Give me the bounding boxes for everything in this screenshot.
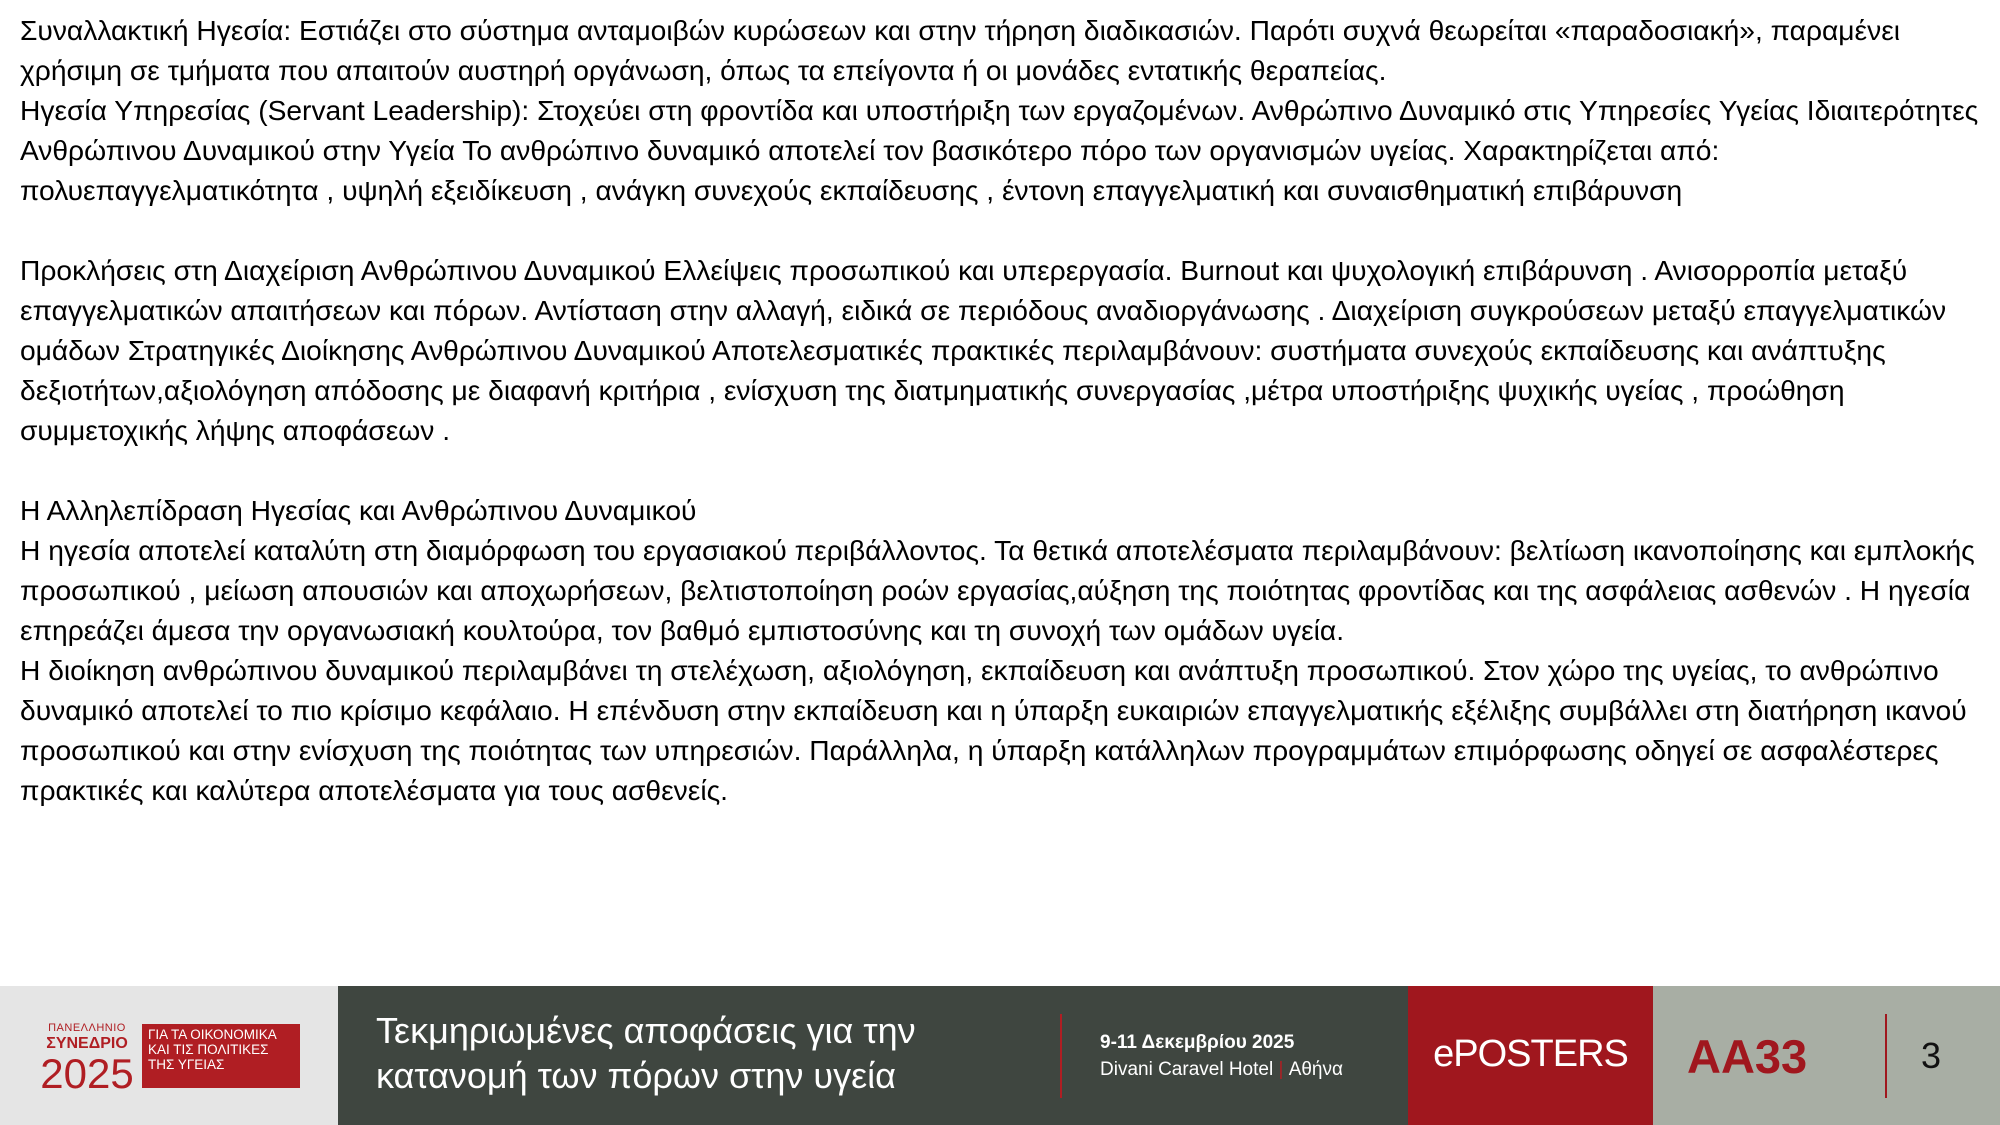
- title-divider: [1060, 1014, 1062, 1098]
- logo-box-line: ΤΗΣ ΥΓΕΙΑΣ: [148, 1057, 225, 1072]
- conference-title-panel: [338, 986, 1408, 1125]
- conference-logo: [0, 986, 338, 1125]
- eposters-panel: [1408, 986, 1653, 1125]
- venue-divider: |: [1278, 1059, 1284, 1080]
- event-place: [1100, 1058, 1343, 1082]
- eposters-label: ePOSTERS: [1433, 1033, 1628, 1075]
- logo-box-line: ΚΑΙ ΤΙΣ ΠΟΛΙΤΙΚΕΣ: [148, 1042, 269, 1057]
- paragraph-leadership-catalyst: Η ηγεσία αποτελεί καταλύτη στη διαμόρφωση του εργασιακού περιβάλλοντος. Τα θετικά αποτελέσματα περιλαμβάνουν: βελτίωση ικανοποίησης και εμπλοκής προσωπικού , μείωση απουσιών και αποχωρήσεων, βελτιστοποίηση ροών εργασίας,αύξηση της ποιότητας φροντίδας και της ασφάλειας ασθενών . Η ηγεσία επηρεάζει άμεσα την οργανωσιακή κουλτούρα, τον βαθμό εμπιστοσύνης και τη συνοχή των ομάδων υγεία.: [20, 534, 1975, 646]
- event-city: Αθήνα: [1288, 1059, 1343, 1080]
- code-divider: [1885, 1014, 1887, 1098]
- paragraph-servant-leadership: Ηγεσία Υπηρεσίας (Servant Leadership): Στοχεύει στη φροντίδα και υποστήριξη των εργαζομένων. Ανθρώπινο Δυναμικό στις Υπηρεσίες Υγείας Ιδιαιτερότητες Ανθρώπινου Δυναμικού στην Υγεία Το ανθρώπινο δυναμικό αποτελεί τον βασικότερο πόρο των οργανισμών υγείας. Χαρακτηρίζεται από: πολυεπαγγελματικότητα , υψηλή εξειδίκευση , ανάγκη συνεχούς εκπαίδευσης , έντονη επαγγελματική και συναισθηματική επιβάρυνση: [20, 94, 1979, 206]
- event-venue: Divani Caravel Hotel: [1100, 1059, 1274, 1080]
- paragraph-hr-challenges: Προκλήσεις στη Διαχείριση Ανθρώπινου Δυναμικού Ελλείψεις προσωπικού και υπερεργασία. Burnout και ψυχολογική επιβάρυνση . Ανισορροπία μεταξύ επαγγελματικών απαιτήσεων και πόρων. Αντίσταση στην αλλαγή, ειδικά σε περιόδους αναδιοργάνωσης . Διαχείριση συγκρούσεων μεταξύ επαγγελματικών ομάδων Στρατηγικές Διοίκησης Ανθρώπινου Δυναμικού Αποτελεσματικές πρακτικές περιλαμβάνουν: συστήματα συνεχούς εκπαίδευσης και ανάπτυξης δεξιοτήτων,αξιολόγηση απόδοσης με διαφανή κριτήρια , ενίσχυση της διατμηματικής συνεργασίας ,μέτρα υποστήριξης ψυχικής υγείας , προώθηση συμμετοχικής λήψης αποφάσεων .: [20, 254, 1947, 446]
- page-number: 3: [1921, 1035, 1942, 1076]
- poster-code-panel: [1653, 986, 2000, 1125]
- title-line: κατανομή των πόρων στην υγεία: [376, 1055, 896, 1096]
- title-line: Τεκμηριωμένες αποφάσεις για την: [376, 1010, 916, 1051]
- paragraph-hr-management: Η διοίκηση ανθρώπινου δυναμικού περιλαμβάνει τη στελέχωση, αξιολόγηση, εκπαίδευση και ανάπτυξη προσωπικού. Στον χώρο της υγείας, το ανθρώπινο δυναμικό αποτελεί το πιο κρίσιμο κεφάλαιο. Η επένδυση στην εκπαίδευση και η ύπαρξη ευκαιριών επαγγελματικής εξέλιξης συμβάλλει στη διατήρηση ικανού προσωπικού και στην ενίσχυση της ποιότητας των υπηρεσιών. Παράλληλα, η ύπαρξη κατάλληλων προγραμμάτων επιμόρφωσης οδηγεί σε ασφαλέστερες πρακτικές και καλύτερα αποτελέσματα για τους ασθενείς.: [20, 654, 1967, 806]
- poster-text-body: [20, 10, 1985, 810]
- logo-box-line: ΓΙΑ ΤΑ ΟΙΚΟΝΟΜΙΚΑ: [148, 1027, 277, 1042]
- poster-code: AA33: [1687, 1030, 1808, 1083]
- paragraph-transactional-leadership: Συναλλακτική Ηγεσία: Εστιάζει στο σύστημα ανταμοιβών κυρώσεων και στην τήρηση διαδικασιών. Παρότι συχνά θεωρείται «παραδοσιακή», παραμένει χρήσιμη σε τμήματα που απαιτούν αυστηρή οργάνωση, όπως τα επείγοντα ή οι μονάδες εντατικής θεραπείας.: [20, 14, 1901, 86]
- logo-wordmark: [34, 1022, 140, 1095]
- conference-title: [376, 1008, 1016, 1098]
- section-heading-interaction: Η Αλληλεπίδραση Ηγεσίας και Ανθρώπινου Δυναμικού: [20, 494, 697, 526]
- logo-conference: ΣΥΝΕΔΡΙΟ: [46, 1035, 128, 1052]
- paragraph-gap: [20, 450, 1985, 490]
- poster-footer: [0, 986, 2000, 1125]
- logo-panhellenic: ΠΑΝΕΛΛΗΝΙΟ: [48, 1022, 126, 1034]
- logo-subtitle-box: [142, 1024, 300, 1088]
- paragraph-gap: [20, 210, 1985, 250]
- event-date: 9-11 Δεκεμβρίου 2025: [1100, 1032, 1295, 1053]
- logo-year: 2025: [40, 1050, 134, 1097]
